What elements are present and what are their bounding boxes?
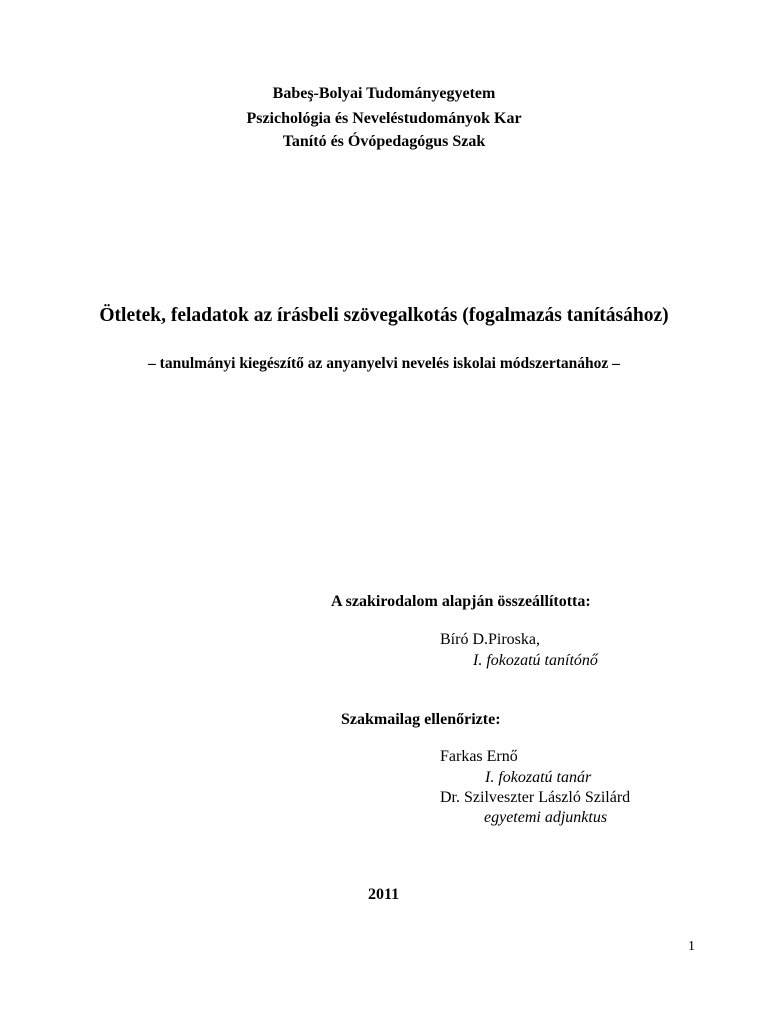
- program-name: Tanító és Óvópedagógus Szak: [282, 133, 486, 150]
- reviewer-role: I. fokozatú tanár: [485, 769, 592, 786]
- reviewer-name: Farkas Ernő: [440, 748, 518, 765]
- reviewer-role: egyetemi adjunktus: [484, 809, 608, 826]
- page-number: 1: [688, 939, 695, 954]
- university-name: Babeş-Bolyai Tudományegyetem: [272, 85, 496, 102]
- document-title: Ötletek, feladatok az írásbeli szövegalkotás (fogalmazás tanításához): [99, 305, 669, 326]
- reviewer-name: Dr. Szilveszter László Szilárd: [440, 789, 631, 806]
- document-subtitle: – tanulmányi kiegészítő az anyanyelvi nevelés iskolai módszertanához –: [148, 355, 620, 372]
- compiler-name: Bíró D.Piroska,: [440, 631, 540, 648]
- publication-year: 2011: [368, 886, 400, 903]
- faculty-name: Pszichológia és Neveléstudományok Kar: [246, 110, 522, 127]
- compiled-by-label: A szakirodalom alapján összeállította:: [331, 593, 591, 610]
- compiler-role: I. fokozatú tanítónő: [473, 652, 598, 669]
- reviewed-by-label: Szakmailag ellenőrizte:: [341, 711, 501, 728]
